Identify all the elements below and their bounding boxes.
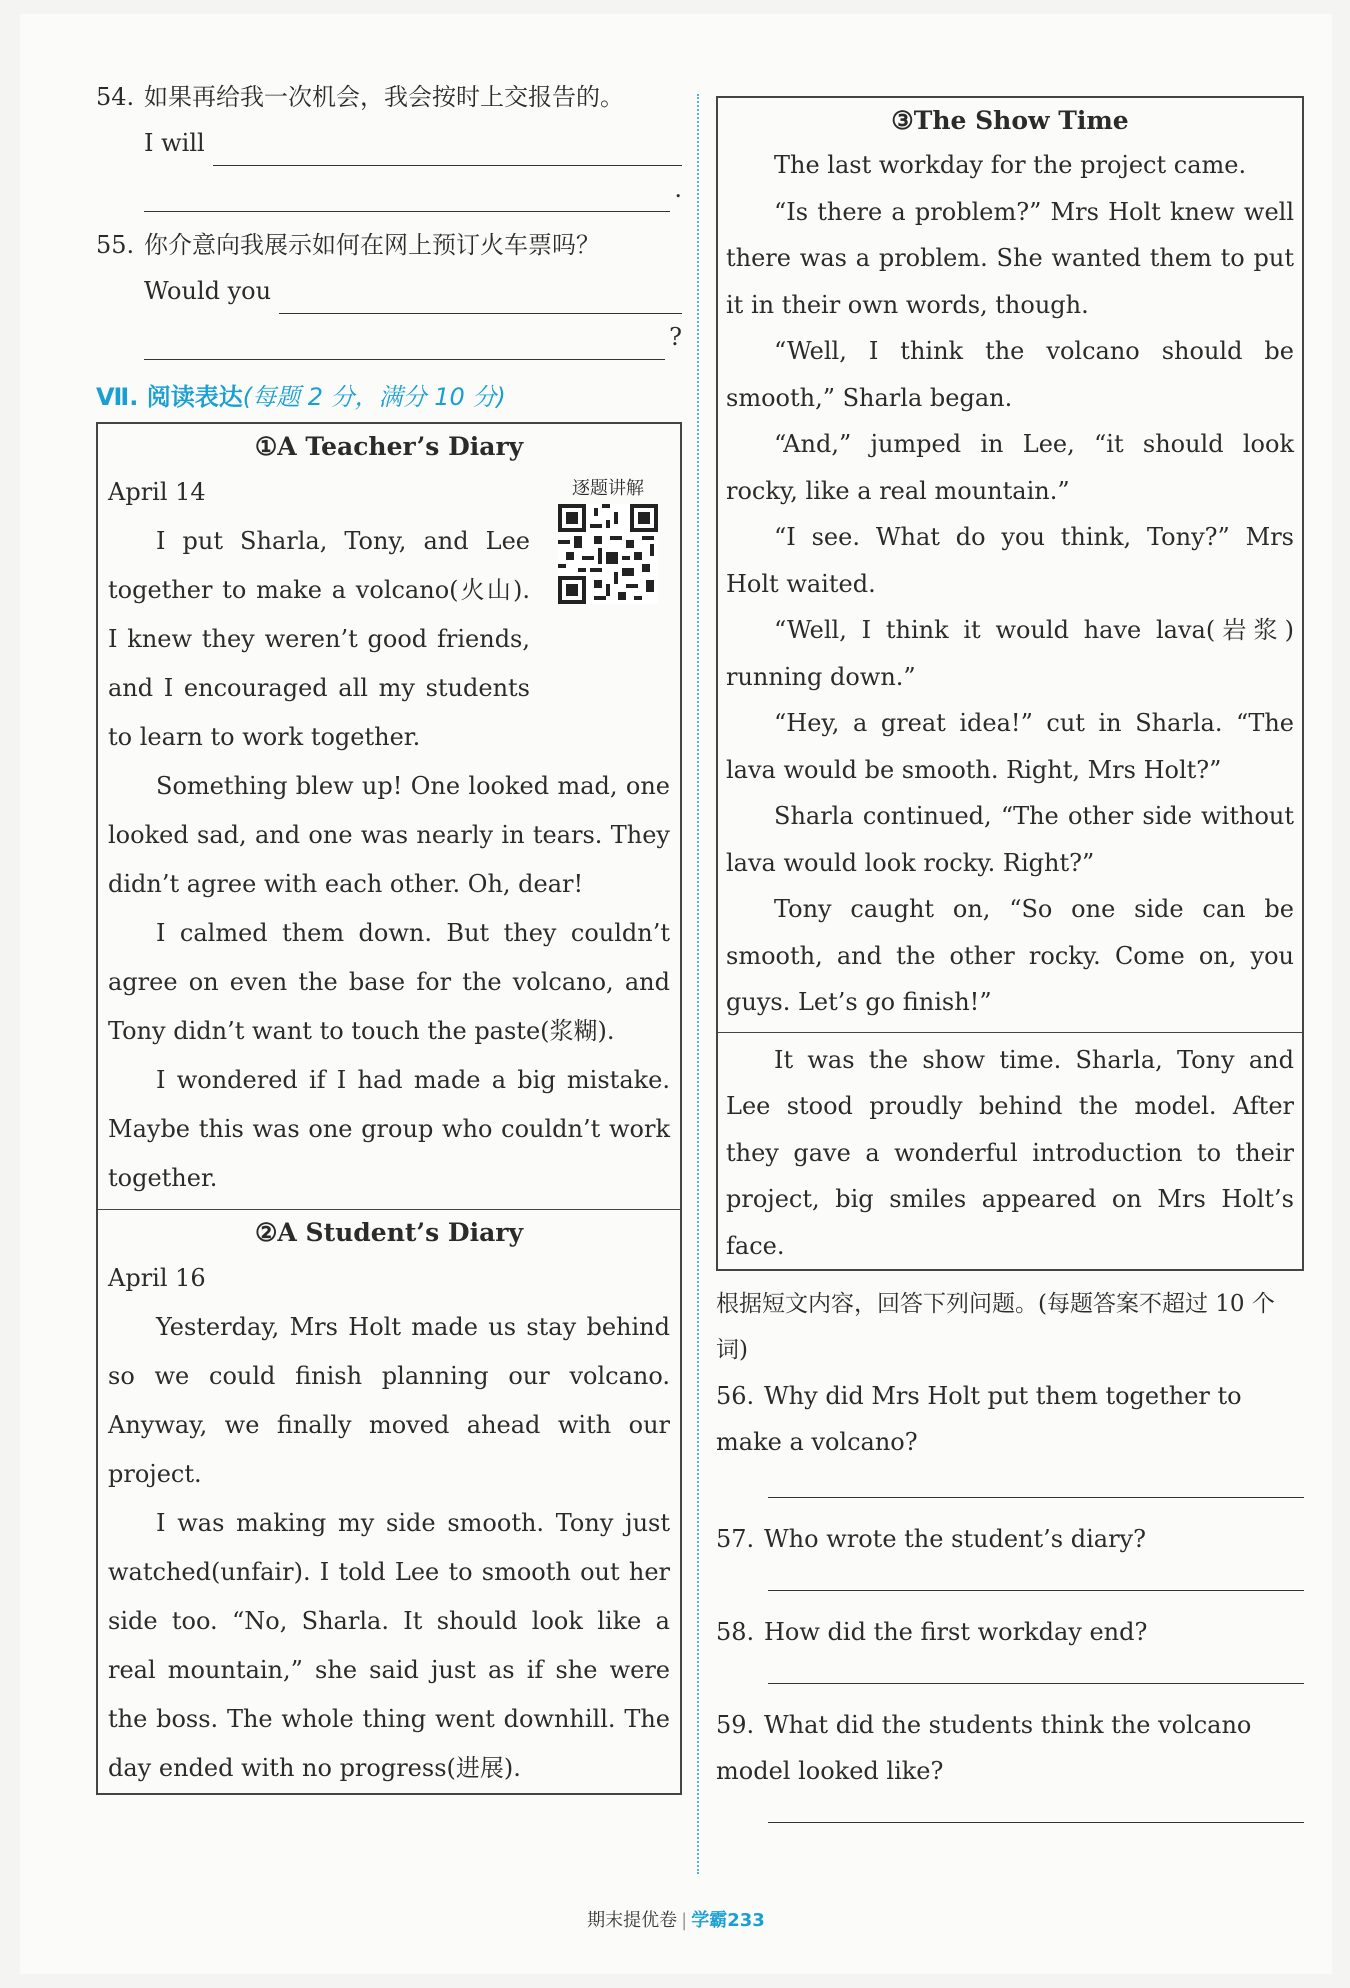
show-time-heading: ③The Show Time [891, 106, 1129, 135]
story-paragraph: The last workday for the project came. [774, 151, 1247, 179]
diary-date: April 14 [108, 478, 206, 506]
question-prompt: 你介意向我展示如何在网上预订火车票吗？ [144, 231, 600, 259]
answer-row-2 [96, 314, 682, 360]
right-column [716, 96, 1304, 1841]
section-title [96, 372, 682, 422]
footer-brand: 学霸 [691, 1910, 728, 1931]
answer-row [96, 120, 682, 166]
story-paragraph: “I see. What do you think, Tony?” Mrs Holt waited. [726, 523, 1294, 598]
answer-line[interactable] [768, 1469, 1304, 1498]
teacher-diary-heading: ①A Teacher’s Diary [254, 432, 524, 461]
question-prompt: 如果再给我一次机会，我会按时上交报告的。 [144, 83, 624, 111]
question-59 [716, 1702, 1304, 1794]
story-paragraph: Sharla continued, “The other side without lava would look rocky. Right?” [726, 802, 1294, 877]
box-separator [718, 1032, 1302, 1270]
question-number: 57. [716, 1525, 755, 1553]
qr-code-block[interactable] [554, 474, 662, 609]
left-column [96, 74, 682, 1795]
answer-line[interactable] [768, 1562, 1304, 1591]
diary-paragraph: I wondered if I had made a big mistake. Maybe this was one group who couldn’t work together. [108, 1066, 670, 1192]
diary-date: April 16 [108, 1264, 206, 1292]
question-text: What did the students think the volcano model looked like? [716, 1711, 1252, 1785]
qr-label: 逐题讲解 [572, 478, 644, 499]
end-punctuation: . [674, 175, 682, 203]
diary-paragraph: Yesterday, Mrs Holt made us stay behind so we could finish planning our volcano. Anyway, we finally moved ahead with our project. [108, 1313, 670, 1488]
question-text: How did the first workday end? [764, 1618, 1148, 1646]
page-footer [20, 1906, 1332, 1932]
diary-paragraph: Something blew up! One looked mad, one looked sad, and one was nearly in tears. They didn’t agree with each other. Oh, dear! [108, 772, 670, 898]
story-paragraph: “Is there a problem?” Mrs Holt knew well there was a problem. She wanted them to put it in their own words, though. [726, 197, 1294, 319]
footer-title: 期末提优卷 [587, 1910, 678, 1931]
page-number: 233 [727, 1910, 765, 1931]
diary-paragraph: I put Sharla, Tony, and Lee together to make a volcano(火山). I knew they weren’t good friends, and I encouraged all my students to learn to work together. [108, 527, 530, 751]
answer-lead: Would you [144, 277, 272, 305]
question-57 [716, 1516, 1304, 1562]
answer-blank[interactable] [213, 135, 682, 166]
question-text: Who wrote the student’s diary? [764, 1525, 1146, 1553]
worksheet-page [20, 14, 1332, 1974]
section-heading: Ⅶ. 阅读表达 [96, 383, 243, 411]
answer-blank[interactable] [279, 283, 682, 314]
answer-blank[interactable] [144, 181, 670, 212]
story-paragraph: “And,” jumped in Lee, “it should look rocky, like a real mountain.” [726, 430, 1294, 505]
section-score-note: (每题 2 分，满分 10 分) [242, 383, 506, 411]
instructions: 根据短文内容，回答下列问题。(每题答案不超过 10 个词) [716, 1291, 1275, 1363]
end-punctuation: ? [669, 323, 682, 351]
student-diary-heading: ②A Student’s Diary [255, 1218, 523, 1247]
answer-line[interactable] [768, 1655, 1304, 1684]
answer-line[interactable] [768, 1794, 1304, 1823]
answer-blank[interactable] [144, 329, 665, 360]
show-time-box [716, 96, 1304, 1271]
question-54 [96, 74, 682, 212]
footer-separator: | [681, 1910, 688, 1931]
story-paragraph: “Well, I think the volcano should be smooth,” Sharla began. [726, 337, 1294, 412]
question-number: 59. [716, 1711, 755, 1739]
story-paragraph: “Well, I think it would have lava(岩浆) running down.” [726, 616, 1294, 691]
question-number: 55. [96, 231, 135, 259]
question-text: Why did Mrs Holt put them together to make a volcano? [716, 1382, 1242, 1456]
story-paragraph: Tony caught on, “So one side can be smooth, and the other rocky. Come on, you guys. Let’s go finish!” [726, 895, 1294, 1016]
question-number: 56. [716, 1382, 755, 1410]
question-55 [96, 222, 682, 360]
question-58 [716, 1609, 1304, 1655]
answer-row [96, 268, 682, 314]
answer-lead: I will [144, 129, 205, 157]
teacher-diary-box [96, 422, 682, 1795]
story-paragraph: “Hey, a great idea!” cut in Sharla. “The lava would be smooth. Right, Mrs Holt?” [726, 709, 1294, 784]
column-divider [697, 94, 699, 1874]
question-number: 58. [716, 1618, 755, 1646]
question-56 [716, 1373, 1304, 1465]
diary-paragraph: I was making my side smooth. Tony just watched(unfair). I told Lee to smooth out her side too. “No, Sharla. It should look like a real mountain,” she said just as if she were the boss. The whole thing went downhill. The day ended with no progress(进展). [108, 1509, 670, 1782]
qr-code-icon[interactable] [558, 504, 658, 604]
answer-row-2 [96, 166, 682, 212]
diary-paragraph: I calmed them down. But they couldn’t agree on even the base for the volcano, and Tony didn’t want to touch the paste(浆糊). [108, 919, 670, 1045]
question-number: 54. [96, 83, 135, 111]
story-final-paragraph: It was the show time. Sharla, Tony and Lee stood proudly behind the model. After they gave a wonderful introduction to their project, big smiles appeared on Mrs Holt’s face. [726, 1045, 1294, 1260]
